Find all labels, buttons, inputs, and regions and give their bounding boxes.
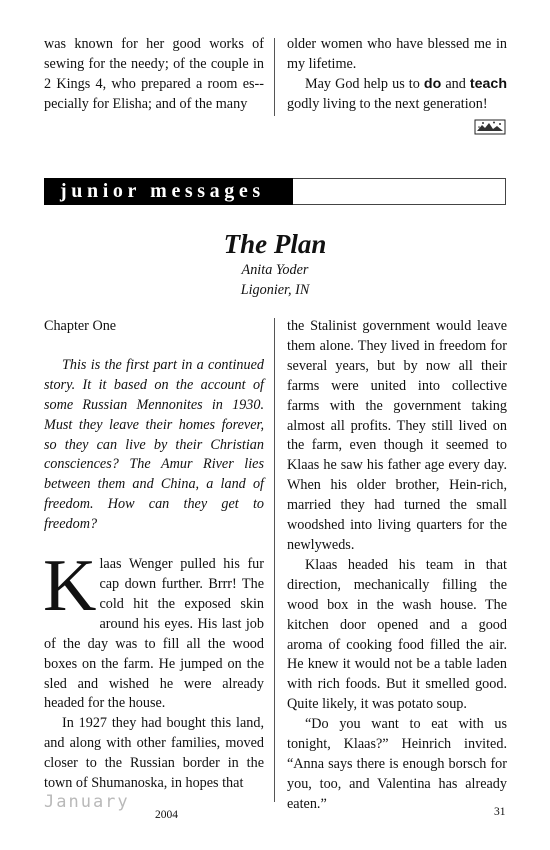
top-column-divider (274, 38, 275, 116)
footer-year: 2004 (155, 809, 178, 821)
paragraph-3: the Stalinist government would leave them alone. They lived in freedom for several years, but by now all their farms were united into collective farms with the government taking almost all profits. They still lived on the farm, even though it seemed to Klaas he saw his father age every day. When his older brother, Hein-rich, married they had turned the small woodshed into living quarters for the newlyweds. (287, 318, 507, 553)
top-left-text: was known for her good works of sewing for the needy; of the couple in 2 Kings 4, who prepared a room es-pecially for Elisha; and of the many (44, 36, 264, 112)
top-right-text-1: older women who have blessed me in my lifetime. (287, 36, 507, 72)
article-title: The Plan (223, 229, 327, 259)
section-label: junior messages (44, 178, 293, 205)
top-right-column (287, 35, 507, 115)
body-left-column (44, 317, 264, 794)
intro-paragraph: This is the first part in a continued story. It it based on the account of some Russian Mennonites in 1930. Must they leave their homes forever, so they can live by their Christian consciences? The Amur River lies between them and China, a land of freedom. How can they get to freedom? (44, 356, 264, 533)
page-number: 31 (494, 806, 506, 818)
paragraph-4: Klaas headed his team in that direction, mechanically filling the wood box in the wash house. The kitchen door opened and a good aroma of cooking food filled the air. He knew it would not be a table laden with rich foods. But it smelled good. Quite likely, it was potato soup. (287, 556, 507, 713)
footer-month: January (44, 792, 130, 812)
chapter-heading: Chapter One (44, 318, 117, 334)
drop-cap: K (43, 545, 97, 628)
article-author: Anita Yoder (241, 262, 309, 278)
article-location: Ligonier, IN (240, 282, 310, 298)
paragraph-5: “Do you want to eat with us tonight, Klaas?” Heinrich invited. “Anna says there is enough borsch for you, too, and Valentina has already eaten.” (287, 716, 507, 812)
paragraph-1: Klaas Wenger pulled his fur cap down further. Brrr! The cold hit the exposed skin around his eyes. His last job of the day was to fill all the wood boxes on the farm. He jumped on the sled and wished he were already headed for the house. (43, 545, 264, 712)
body-right-column (287, 317, 507, 815)
top-left-column (44, 35, 264, 115)
body-column-divider (274, 318, 275, 802)
end-ornament-icon (474, 119, 506, 135)
paragraph-2: In 1927 they had bought this land, and along with other families, moved closer to the Russian border in the town of Shumanoska, in hopes that (44, 715, 264, 792)
top-right-text-2: May God help us to do and teach godly living to the next generation! (287, 75, 507, 112)
section-header (44, 178, 506, 205)
